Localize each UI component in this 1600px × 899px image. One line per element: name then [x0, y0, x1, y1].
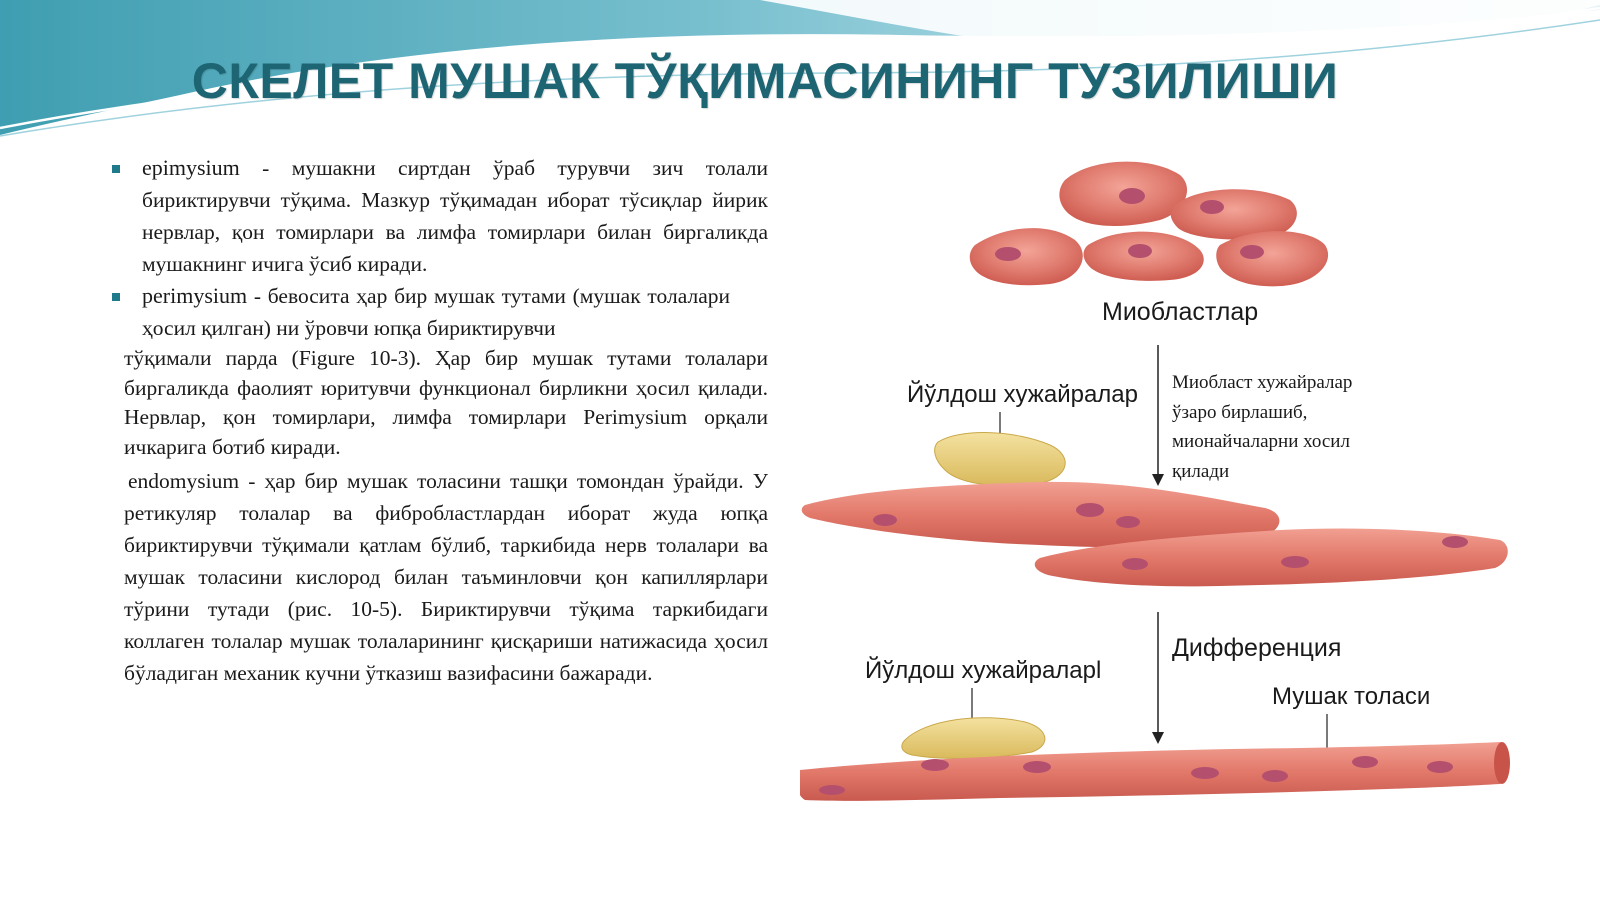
fusion-note-line-3: мионайчаларни хосил [1172, 431, 1350, 452]
perimysium-continued-paragraph: тўқимали парда (Figure 10-3). Ҳар бир мушак тутами толалари биргаликда фаолият юритувчи функционал бирликни ҳосил қилади. Нервлар, қон томирлари, лимфа томирлари Perimysium орқали ичкарига ботиб киради. [124, 346, 768, 459]
myoblast-cell [970, 228, 1083, 285]
muscle-fiber-end [1494, 742, 1510, 784]
myotube-nucleus [1122, 558, 1148, 570]
muscle-fiber-nucleus [1023, 761, 1051, 773]
myotube-nucleus [1281, 556, 1309, 568]
satellite-cell-lower [902, 718, 1045, 759]
myotube-nucleus [873, 514, 897, 526]
myoblast-nucleus [1200, 200, 1224, 214]
myoblast-nucleus [1240, 245, 1264, 259]
label-differentiation: Дифференция [1172, 634, 1342, 662]
endomysium-text: - ҳар бир мушак толасини ташқи томондан ўрайди. У ретикуляр толалар ва фибробластлардан иборат жуда юпқа бириктирувчи тўқимали қатлам бўлиб, таркибида нерв толалари ва мушак толасини кислород билан таъминловчи қон капиллярлари тўрини тутади (рис. 10-5). Бириктирувчи тўқима таркибидаги коллаген толалар мушак толаларининг қисқариши натижасида ҳосил бўладиган механик кучни ўтказиш вазифасини бажаради. [124, 469, 768, 685]
myotube-nucleus [1076, 503, 1104, 517]
endomysium-paragraph [124, 465, 768, 689]
myotube-nucleus [1116, 516, 1140, 528]
fusion-note-line-2: ўзаро бирлашиб, [1172, 402, 1308, 423]
fusion-note-line-1: Миобласт хужайралар [1172, 372, 1353, 393]
bullet-epimysium [108, 152, 768, 280]
myoblast-cell [1216, 231, 1328, 286]
muscle-fiber-nucleus [1427, 761, 1453, 773]
text-column [108, 152, 768, 689]
slide-title: СКЕЛЕТ МУШАК ТЎҚИМАСИНИНГ ТУЗИЛИШИ [191, 53, 1339, 109]
muscle-development-diagram [800, 150, 1600, 850]
bullet-perimysium [108, 280, 768, 344]
term-endomysium: endomysium [128, 469, 240, 493]
epimysium-text: - мушакни сиртдан ўраб турувчи зич толали бириктирувчи тўқима. Мазкур тўқимадан иборат тўсиқлар йирик нервлар, қон томирлари ва лимфа томирлари билан биргаликда мушакнинг ичига ўсиб киради. [142, 156, 768, 276]
myoblast-nucleus [1128, 244, 1152, 258]
term-perimysium: perimysium [142, 283, 248, 308]
perimysium-text: - бевосита ҳар бир мушак тутами (мушак толалари ҳосил қилган) ни ўровчи юпқа бириктирувчи [142, 284, 730, 340]
arrow-head-icon [1152, 474, 1164, 486]
muscle-fiber-nucleus [1262, 770, 1288, 782]
muscle-fiber-nucleus [921, 759, 949, 771]
term-epimysium: epimysium [142, 155, 240, 180]
arrow-head-icon [1152, 732, 1164, 744]
muscle-fiber-nucleus [1191, 767, 1219, 779]
myoblast-cells [970, 162, 1328, 287]
label-myoblasts: Миобластлар [1102, 298, 1259, 326]
label-satellite-cells: Йўлдош хужайралар [907, 381, 1138, 408]
myotube-nucleus [1442, 536, 1468, 548]
muscle-fiber-nucleus [1352, 756, 1378, 768]
fusion-note [1172, 372, 1352, 482]
label-satellite-cells-2: Йўлдош хужайраларl [865, 657, 1102, 684]
satellite-cell [935, 433, 1066, 486]
muscle-fiber-nucleus [819, 785, 845, 795]
fusion-note-line-4: қилади [1172, 461, 1230, 482]
myoblast-nucleus [995, 247, 1021, 261]
myoblast-nucleus [1119, 188, 1145, 204]
label-muscle-fiber: Мушак толаси [1272, 683, 1431, 710]
